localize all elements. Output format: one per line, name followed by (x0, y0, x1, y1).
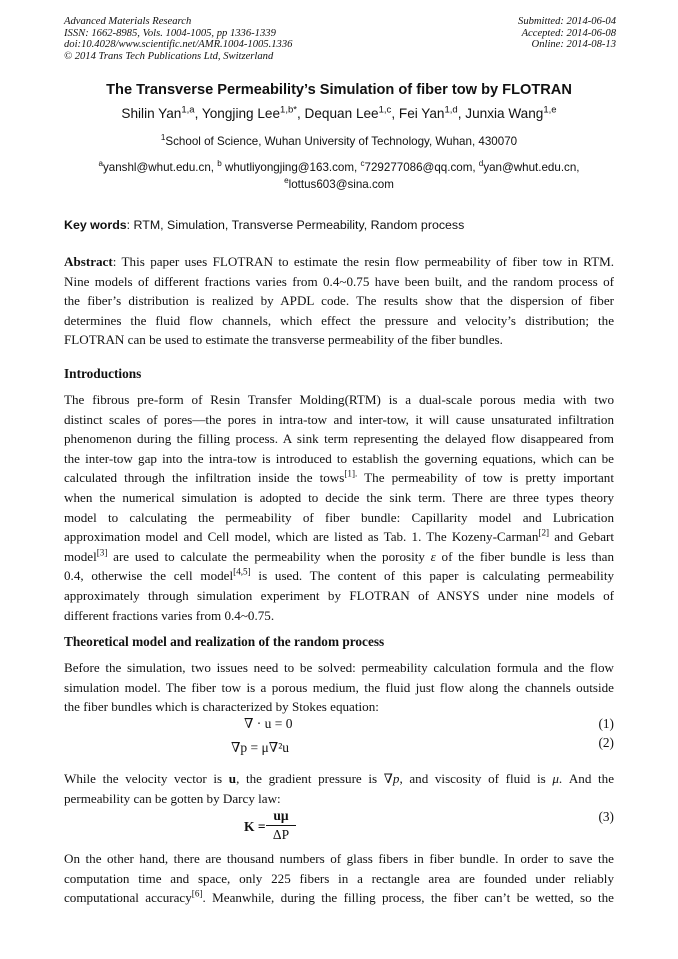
journal-copyright: © 2014 Trans Tech Publications Ltd, Switzerland (64, 50, 274, 62)
theory-paragraph: Before the simulation, two issues need to be solved: permeability calculation formula and the flow simulation model. The fiber tow is a porous medium, the fluid just flow along the channels outside the fiber bundles which is characterized by Stokes equation: (64, 660, 614, 715)
affiliation: $^1$School of Science, Wuhan University of Technology, Wuhan, 430070 (160, 133, 518, 148)
abstract: Abstract: This paper uses FLOTRAN to estimate the resin flow permeability of fiber tow in RTM. Nine models of different fractions varies from 0.4~0.75 have been built, and the random process of the fiber’s distribution is realized by APDL code. The results show that the dispersion of fiber determines the fluid flow channels, which effect the pressure and velocity’s distribution; the FLOTRAN can be used to estimate the transverse permeability of the fiber bundles. (64, 254, 614, 348)
email-link[interactable]: lottus603@sina.com (288, 178, 394, 191)
fraction-denominator: ΔP (272, 827, 290, 842)
equation-darcy-fraction (266, 808, 296, 843)
email-link[interactable]: yanshl@whut.edu.cn, (102, 161, 218, 174)
equation-darcy-lhs: K = (244, 819, 266, 834)
citation: [4,5] (233, 566, 251, 577)
abstract-label: Abstract (64, 254, 113, 269)
author: Fei Yan (398, 106, 445, 121)
author: Dequan Lee (304, 106, 379, 121)
citation: [3] (96, 547, 108, 558)
submission-dates (518, 16, 616, 51)
citation: [1]. (344, 469, 358, 480)
fraction-numerator: uμ (273, 808, 289, 823)
theory-variables: While the velocity vector is u, the gradient pressure is ∇p, and viscosity of fluid is μ. And the permeability can be gotten by Darcy law: (64, 771, 615, 806)
journal-doi: doi:10.4028/www.scientific.net/AMR.1004-1005.1336 (64, 39, 293, 51)
equation-number: (1) (598, 716, 614, 731)
email-link[interactable]: 729277086@qq.com, (364, 161, 479, 174)
online-date: Online: 2014-08-13 (531, 39, 616, 51)
paper-title: The Transverse Permeability’s Simulation of fiber tow by FLOTRAN (106, 82, 572, 98)
equation-number: (2) (598, 735, 614, 750)
author-emails: $^a$yanshl@whut.edu.cn, $^b$ whutliyongjing@163.com, $^c$729277086@qq.com, $^d$yan@whut.edu.cn, $^e$lottus603@sina.com (98, 159, 580, 191)
keywords: Key words: RTM, Simulation, Transverse Permeability, Random process (64, 218, 465, 232)
section-heading: Theoretical model and realization of the random process (64, 634, 385, 649)
keywords-label: Key words (64, 218, 127, 232)
journal-info (64, 16, 292, 62)
introductions-body: The fibrous pre-form of Resin Transfer Molding(RTM) is a dual-scale porous media with two distinct scales of pores—the pores in intra-tow and inter-tow, it will cause unsaturated infiltration phenomenon during the filling process. A sink term representing the delayed flow disappeared from the inter-tow gap into the intra-tow is introduced to establish the governing equations, which can be calculated through the infiltration inside the tows$^{[1].}$ The permeability of tow is pretty important when the numerical simulation is adopted to decide the sink term. There are three types theory model to calculating the permeability of fiber bundle: Capillarity model and Lubrication approximation model and Cell model, which are listed as Tab. 1. The Kozeny-Carman[2] and Gebart model[3] are used to calculate the permeability when the porosity ε of the fiber bundle is less than 0.4, otherwise the cell model[4,5] is used. The content of this paper is calculating permeability approximately through simulation experiment by FLOTRAN of ANSYS under nine models of different fractions varies from 0.4~0.75. (64, 392, 615, 623)
author-list: Shilin Yan$^{1,a}$, Yongjing Lee$^{1,b*}$, Dequan Lee$^{1,c}$, Fei Yan$^{1,d}$, Junxia Wang$^{1,e}$ (121, 104, 557, 121)
equation-continuity: ∇ · u = 0 (244, 716, 293, 731)
author: Shilin Yan (121, 106, 182, 121)
journal-issn: ISSN: 1662-8985, Vols. 1004-1005, pp 1336-1339 (64, 27, 276, 39)
citation: [2] (538, 527, 550, 538)
equation-number: (3) (598, 809, 614, 824)
email-link[interactable]: yan@whut.edu.cn, (483, 161, 580, 174)
citation: [6] (191, 888, 203, 899)
submitted-date: Submitted: 2014-06-04 (518, 16, 616, 27)
accepted-date: Accepted: 2014-06-08 (521, 27, 616, 39)
theory-paragraph-2: On the other hand, there are thousand numbers of glass fibers in fiber bundle. In order to save the computation time and space, only 225 fibers in a rectangle area are founded under reliably computational accuracy[6]. Meanwhile, during the filling process, the fiber can’t be wetted, so the (64, 851, 614, 906)
author: Junxia Wang (465, 106, 544, 121)
section-heading: Introductions (64, 366, 142, 381)
email-link[interactable]: whutliyongjing@163.com, (221, 161, 361, 174)
author: Yongjing Lee (201, 106, 281, 121)
equation-stokes: ∇p = μ∇²u (231, 740, 290, 755)
journal-name: Advanced Materials Research (64, 16, 192, 27)
